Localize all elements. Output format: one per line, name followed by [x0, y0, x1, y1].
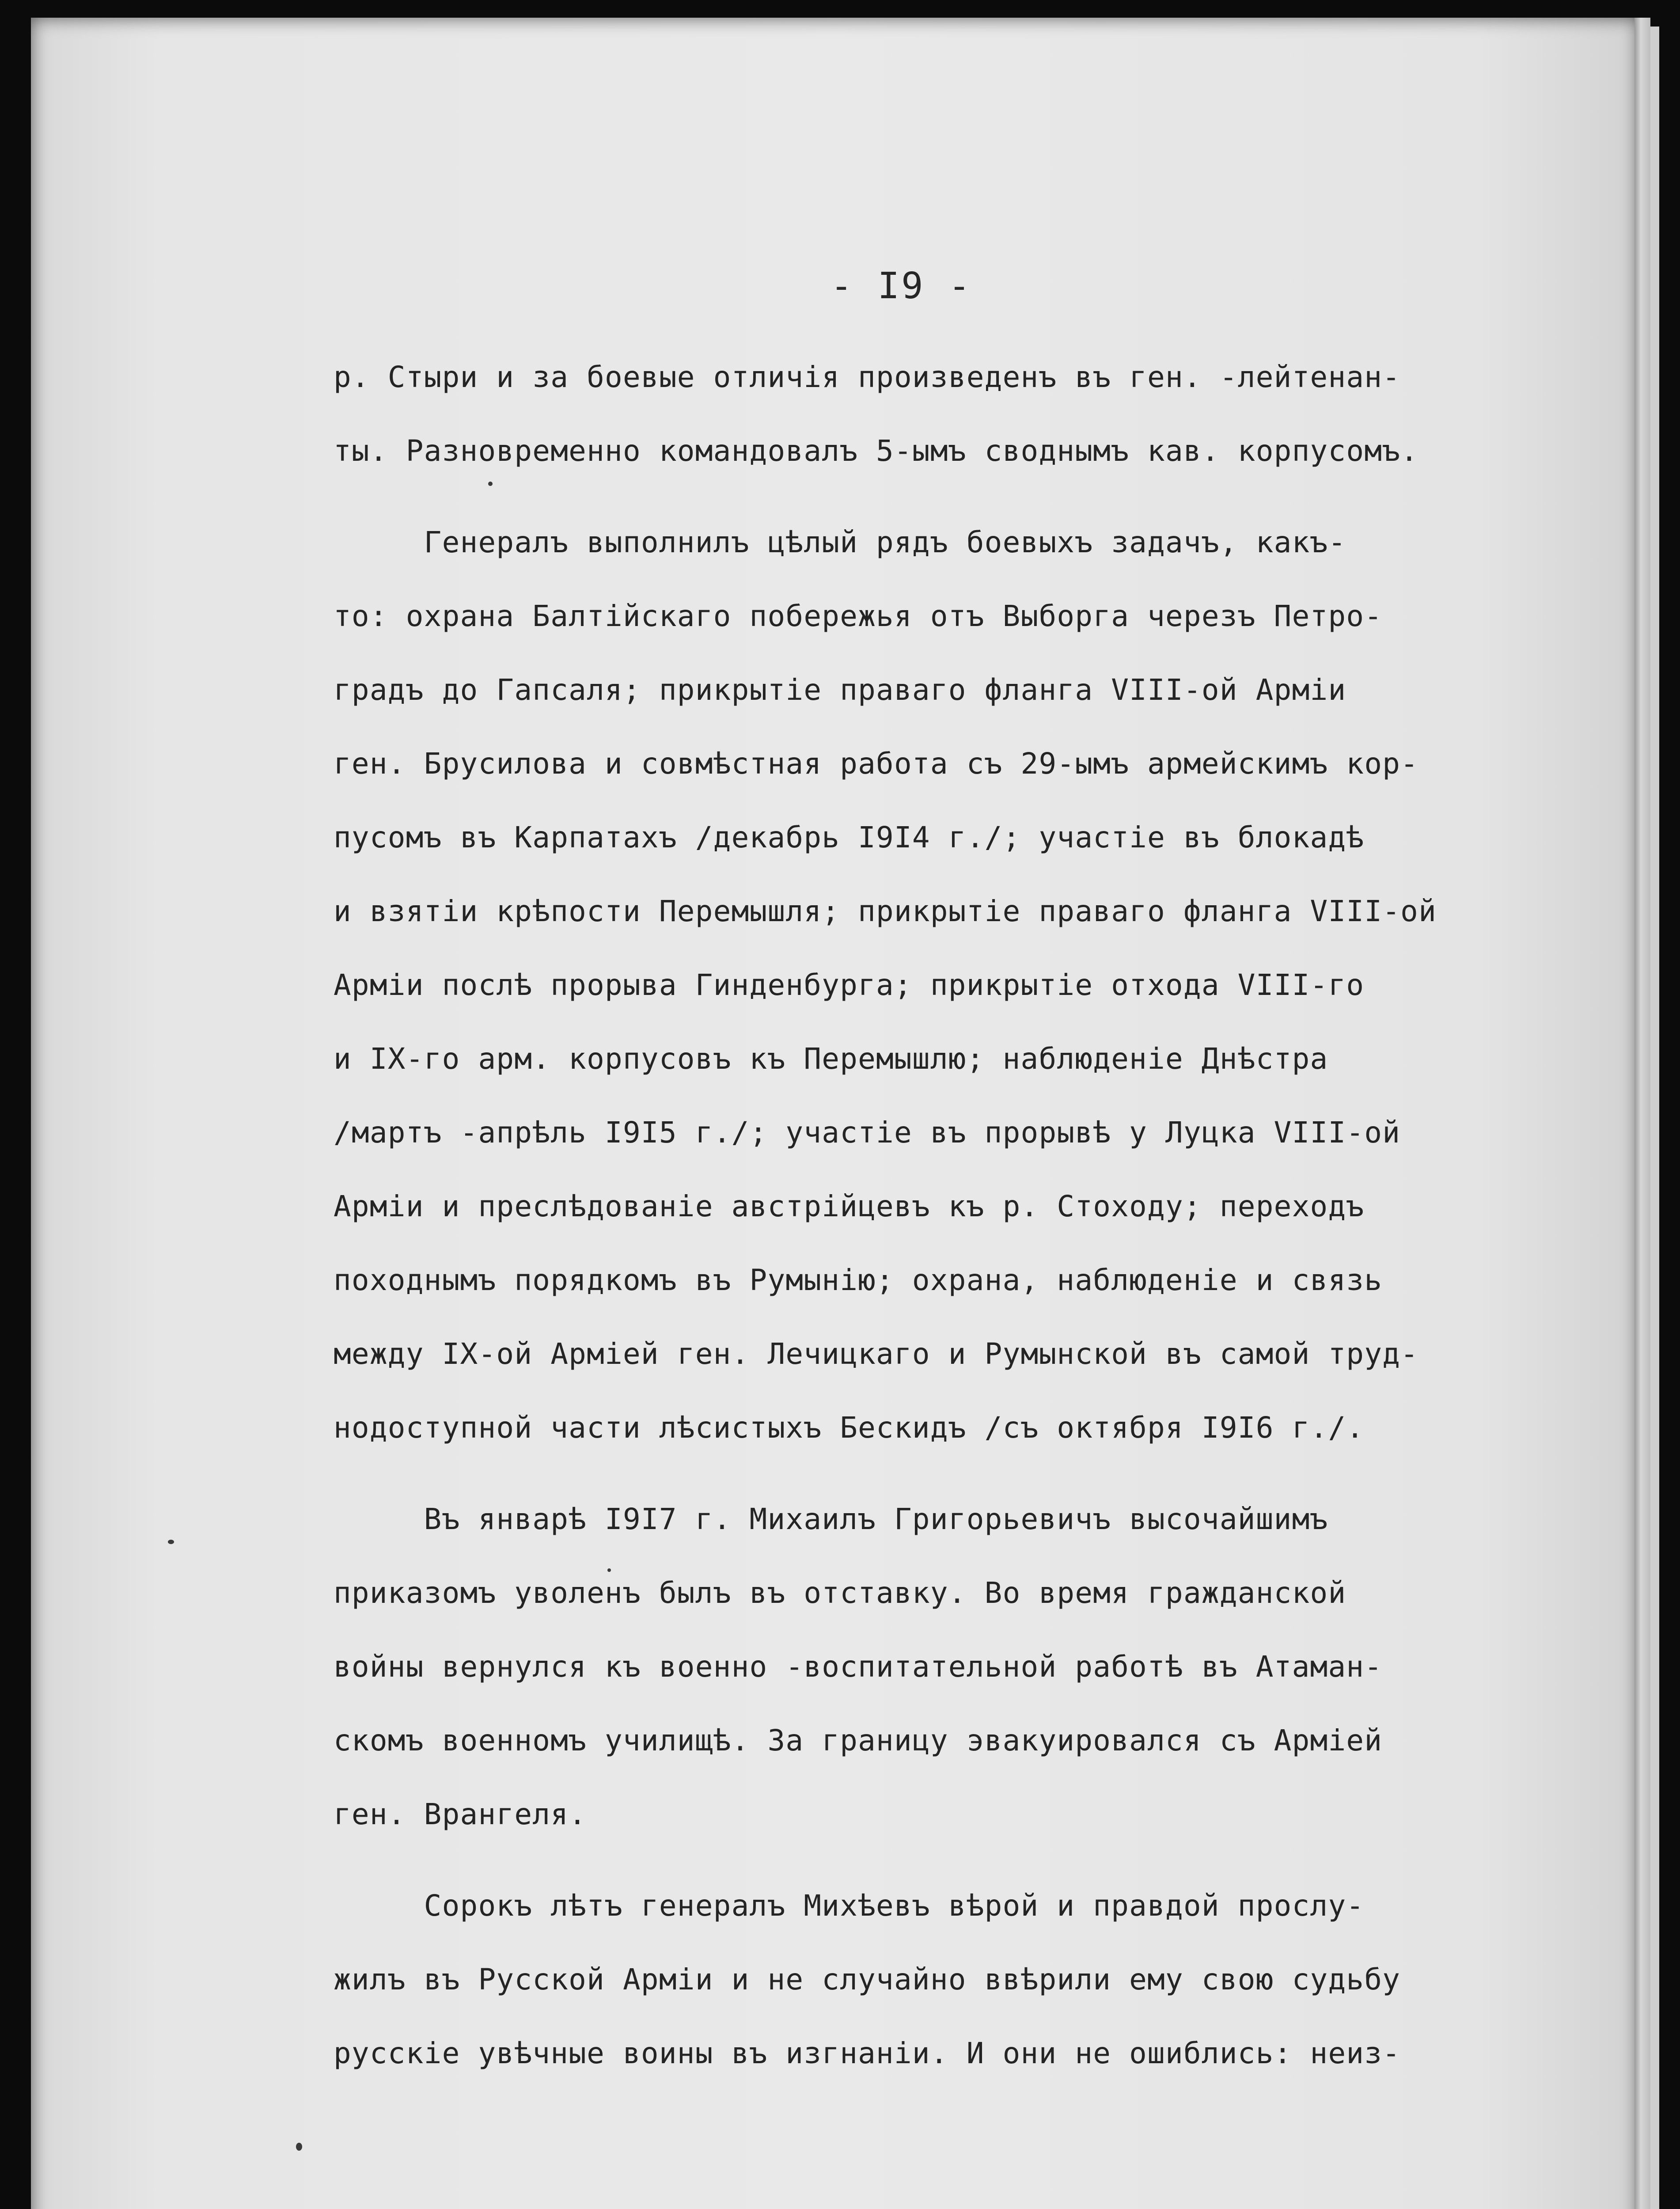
- text-line: градъ до Гапсаля; прикрытіе праваго фланга VIII-ой Арміи: [334, 673, 1346, 707]
- text-line: ген. Брусилова и совмѣстная работа съ 29-ымъ армейскимъ кор-: [334, 747, 1419, 781]
- text-line: и IX-го арм. корпусовъ къ Перемышлю; наблюденіе Днѣстра: [334, 1042, 1328, 1076]
- text-line: то: охрана Балтійскаго побережья отъ Выборга черезъ Петро-: [334, 599, 1383, 633]
- page-edge: [1634, 18, 1650, 2209]
- text-line: /мартъ -апрѣль I9I5 г./; участіе въ прорывѣ у Луцка VIII-ой: [334, 1116, 1401, 1150]
- page-number: - I9 -: [831, 265, 972, 307]
- text-line: между IX-ой Арміей ген. Лечицкаго и Румынской въ самой труд-: [334, 1337, 1419, 1371]
- text-line: жилъ въ Русской Арміи и не случайно ввѣрили ему свою судьбу: [334, 1962, 1401, 1996]
- ink-speck: [296, 2143, 302, 2151]
- text-line: походнымъ порядкомъ въ Румынію; охрана, наблюденіе и связь: [334, 1263, 1383, 1297]
- text-line: нодоступной части лѣсистыхъ Бескидъ /съ октября I9I6 г./.: [334, 1411, 1365, 1445]
- text-line: приказомъ уволенъ былъ въ отставку. Во время гражданской: [334, 1576, 1346, 1610]
- text-line: р. Стыри и за боевые отличія произведенъ въ ген. -лейтенан-: [334, 360, 1401, 394]
- paragraph-start-line: Сорокъ лѣтъ генералъ Михѣевъ вѣрой и правдой прослу-: [334, 1889, 1365, 1923]
- text-line: и взятіи крѣпости Перемышля; прикрытіе праваго фланга VIII-ой: [334, 894, 1437, 928]
- text-line: Арміи и преслѣдованіе австрійцевъ къ р. Стоходу; переходъ: [334, 1189, 1365, 1223]
- text-line: ген. Врангеля.: [334, 1797, 587, 1831]
- text-line: ты. Разновременно командовалъ 5-ымъ своднымъ кав. корпусомъ.: [334, 434, 1419, 468]
- body-text: [334, 340, 1606, 2090]
- page-edge-shadow: [1650, 27, 1659, 2209]
- text-line: Арміи послѣ прорыва Гинденбурга; прикрытіе отхода VIII-го: [334, 968, 1365, 1002]
- text-line: пусомъ въ Карпатахъ /декабрь I9I4 г./; участіе въ блокадѣ: [334, 820, 1365, 854]
- text-line: войны вернулся къ военно -воспитательной работѣ въ Атаман-: [334, 1650, 1383, 1684]
- paragraph-start-line: Генералъ выполнилъ цѣлый рядъ боевыхъ задачъ, какъ-: [334, 525, 1346, 559]
- text-line: русскіе увѣчные воины въ изгнаніи. И они не ошиблись: неиз-: [334, 2036, 1401, 2070]
- text-line: скомъ военномъ училищѣ. За границу эвакуировался съ Арміей: [334, 1723, 1383, 1757]
- ink-speck: [168, 1540, 174, 1544]
- paragraph-start-line: Въ январѣ I9I7 г. Михаилъ Григорьевичъ высочайшимъ: [334, 1502, 1328, 1536]
